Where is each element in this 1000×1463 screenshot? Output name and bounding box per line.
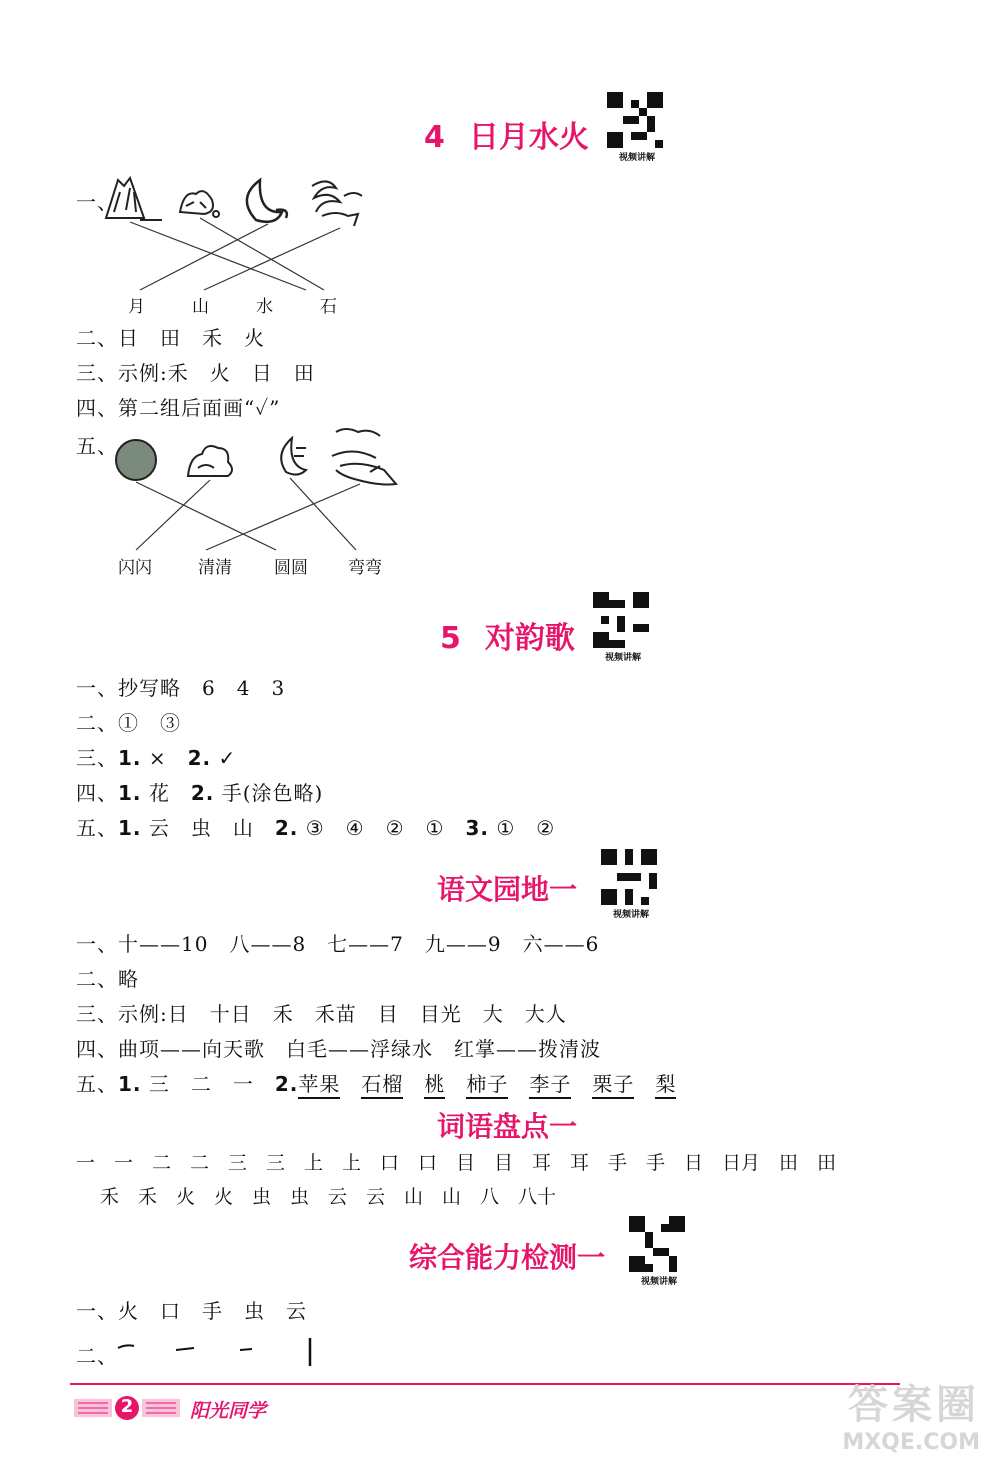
item-number: 2.	[274, 816, 299, 840]
zh-q2-strokes	[112, 1334, 322, 1370]
yw-q5	[76, 1068, 676, 1097]
s4-q4: 四、第二组后面画“✓”	[76, 396, 281, 420]
s4-q5-label-1: 闪闪	[118, 558, 152, 578]
answer: ③ ④ ② ①	[298, 816, 466, 840]
fruit-word: 梨	[655, 1072, 676, 1099]
item-number: 3.	[465, 816, 489, 840]
s4-q3: 三、示例:禾 火 日 田	[76, 361, 315, 385]
watermark-logo: 答案圈	[848, 1382, 980, 1428]
match-lines-2	[136, 478, 360, 550]
s5-q1: 一、抄写略 6 4 3	[76, 676, 286, 700]
qr-caption: 视频讲解	[640, 1277, 677, 1287]
section-title-zonghe: 综合能力检测一	[409, 1241, 606, 1274]
item-number: 1.	[118, 746, 142, 770]
qr-icon	[607, 92, 663, 148]
s5-q4	[76, 777, 323, 806]
answer: 手(涂色略)	[214, 781, 324, 805]
watermark	[842, 1373, 980, 1455]
qr-icon	[629, 1216, 685, 1272]
s4-q1-label-3: 水	[256, 297, 273, 317]
s4-q5-prefix: 五、	[76, 434, 118, 458]
s4-q1-label-2: 山	[192, 297, 209, 317]
qr-code-zonghe[interactable]	[629, 1216, 689, 1287]
fruit-word: 柿子	[466, 1072, 508, 1099]
item-number: 1.	[118, 1072, 142, 1096]
zh-q1: 一、火 口 手 虫 云	[76, 1299, 307, 1323]
cloud-picture	[188, 446, 232, 476]
yw-q4: 四、曲项——向天歌 白毛——浮绿水 红掌——拨清波	[76, 1037, 601, 1061]
moon-picture	[247, 180, 287, 222]
s4-q5-label-4: 弯弯	[348, 558, 382, 578]
answer: 三 二 一	[141, 1072, 275, 1096]
q-prefix: 五、	[76, 1072, 118, 1096]
qr-icon	[601, 849, 657, 905]
cy-row1: 一 一 二 二 三 三 上 上 口 口 目 目 耳 耳 手 手 日 日月 田 田	[76, 1152, 837, 1174]
match-lines	[130, 218, 340, 290]
qr-code-s5[interactable]	[593, 592, 653, 663]
q-prefix: 四、	[76, 781, 118, 805]
fruit-word: 栗子	[592, 1072, 634, 1099]
s4-q1-match-diagram	[100, 172, 370, 292]
yw-q1: 一、十——10 八——8 七——7 九——9 六——6	[76, 932, 600, 956]
s4-q5-match-diagram	[110, 426, 400, 556]
watermark-url: MXQE.COM	[842, 1430, 980, 1455]
s4-q5-label-2: 清清	[198, 558, 232, 578]
sun-picture	[116, 440, 156, 480]
section-title-yuwen: 语文园地一	[437, 873, 578, 906]
brand-logo: 阳光同学	[190, 1400, 267, 1422]
qr-caption: 视频讲解	[604, 653, 641, 663]
answer: 云 虫 山	[141, 816, 275, 840]
fruit-word: 李子	[529, 1072, 571, 1099]
stone-picture	[180, 191, 219, 217]
mountain-picture	[106, 178, 162, 220]
answer: ✓	[211, 746, 237, 770]
qr-icon	[593, 592, 649, 648]
answer: ×	[141, 746, 188, 770]
cy-row2: 禾 禾 火 火 虫 虫 云 云 山 山 八 八十	[100, 1186, 557, 1208]
item-number: 1.	[118, 781, 142, 805]
s4-q1-prefix: 一、	[76, 190, 118, 214]
s4-q1-label-4: 石	[320, 297, 337, 317]
section-title-text: 日月水火	[468, 120, 589, 155]
s5-q2: 二、① ③	[76, 711, 181, 735]
fruit-word: 桃	[424, 1072, 445, 1099]
section-number: 5	[440, 621, 461, 656]
s4-q5-label-3: 圆圆	[274, 558, 308, 578]
s4-q1-label-1: 月	[128, 297, 145, 317]
section-title-5	[440, 613, 575, 657]
item-number: 2.	[187, 746, 212, 770]
section-title-text: 对韵歌	[484, 621, 575, 656]
s5-q3	[76, 742, 236, 771]
s4-q2: 二、日 田 禾 火	[76, 326, 265, 350]
qr-caption: 视频讲解	[612, 910, 649, 920]
answer: ① ②	[488, 816, 556, 840]
item-number: 1.	[118, 816, 142, 840]
page-number: 2	[120, 1396, 134, 1417]
yw-q3: 三、示例:日 十日 禾 禾苗 目 目光 大 大人	[76, 1002, 567, 1026]
fruit-word: 苹果	[298, 1072, 340, 1099]
item-number: 2.	[190, 781, 215, 805]
s5-q5	[76, 812, 555, 841]
qr-code-s4[interactable]	[607, 92, 667, 163]
yw-q2: 二、略	[76, 967, 139, 991]
fruit-word: 石榴	[361, 1072, 403, 1099]
answer: 花	[141, 781, 191, 805]
water-picture	[312, 181, 362, 226]
item-number: 2.	[274, 1072, 299, 1096]
qr-caption: 视频讲解	[618, 153, 655, 163]
qr-code-yuwen[interactable]	[601, 849, 661, 920]
q-prefix: 五、	[76, 816, 118, 840]
section-title-4	[424, 112, 589, 156]
section-number: 4	[424, 120, 445, 155]
q-prefix: 三、	[76, 746, 118, 770]
section-title-ciyu: 词语盘点一	[437, 1110, 578, 1143]
stream-picture	[332, 429, 396, 485]
footer-divider	[70, 1383, 900, 1385]
moon-picture-2	[281, 438, 306, 475]
zh-q2-prefix: 二、	[76, 1344, 118, 1368]
